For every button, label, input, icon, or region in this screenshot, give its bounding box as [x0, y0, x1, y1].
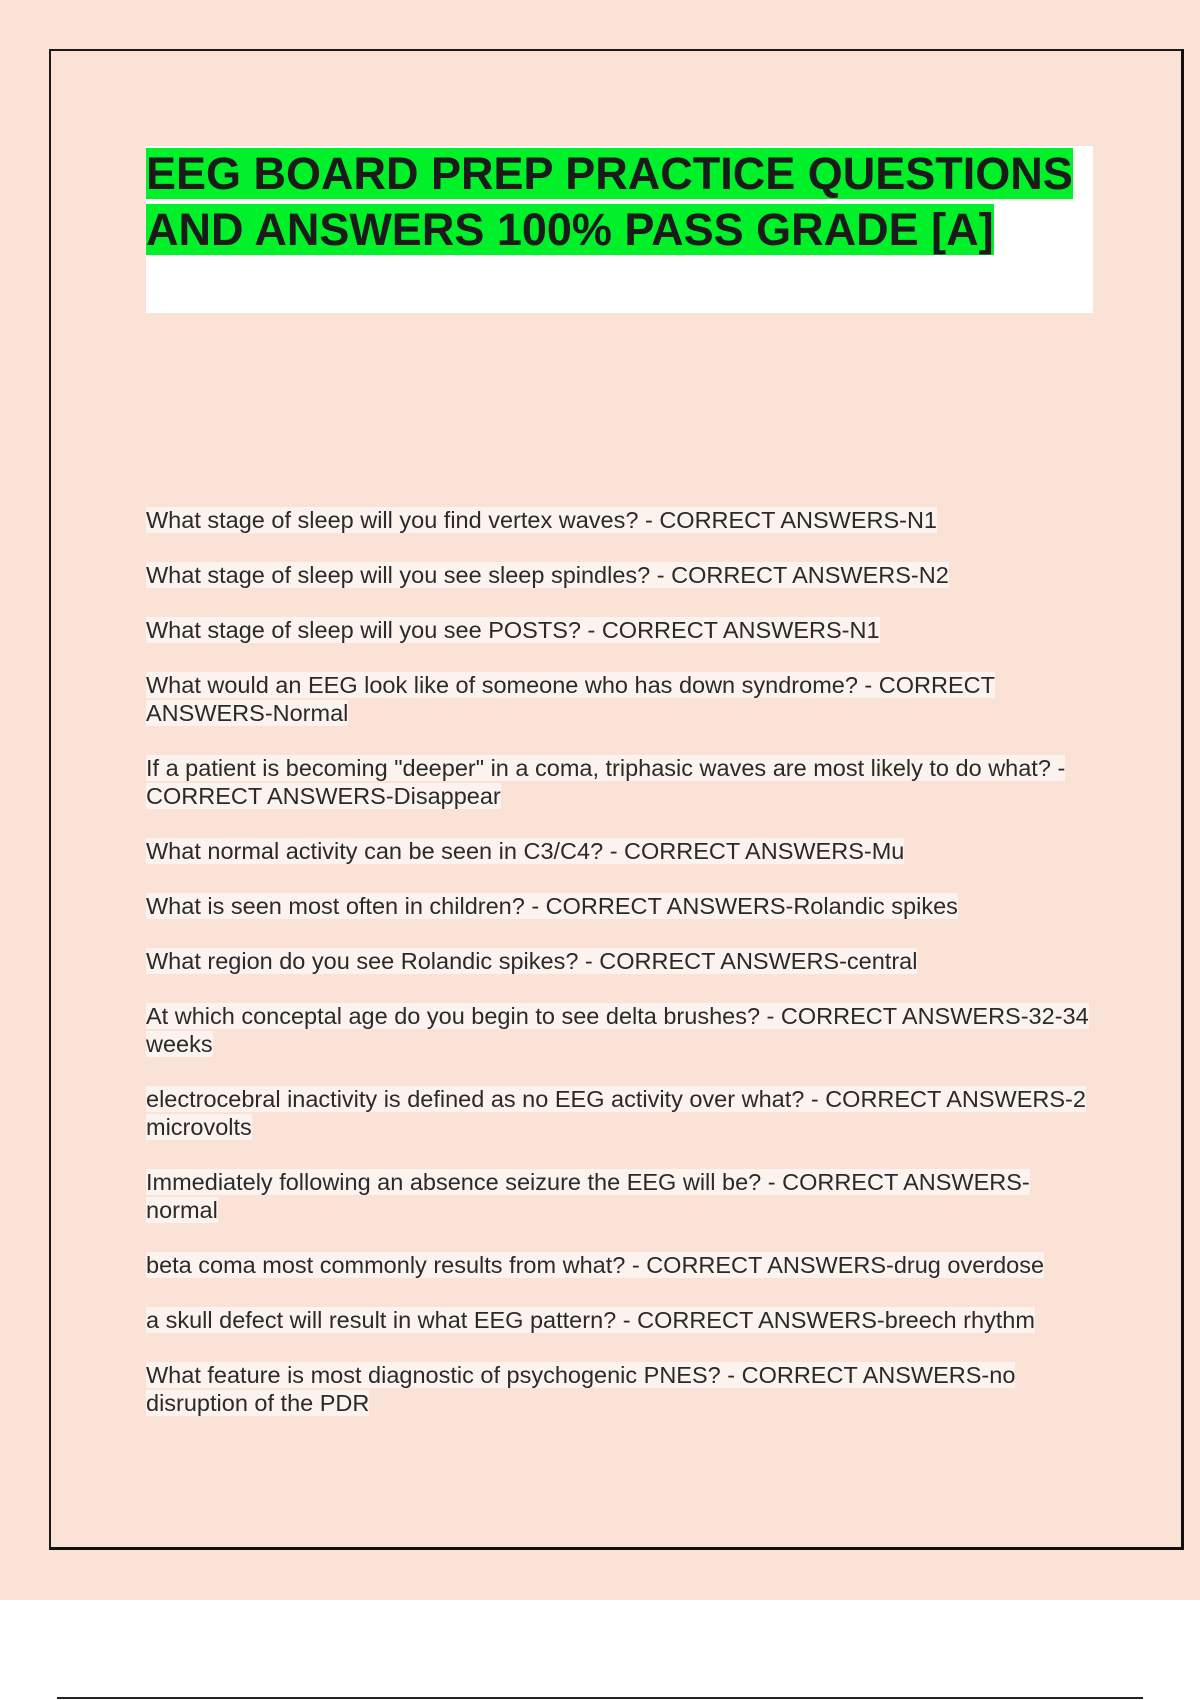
qa-item: [146, 1251, 1096, 1279]
qa-list: [146, 506, 1096, 1444]
qa-text: What stage of sleep will you see POSTS? - CORRECT ANSWERS-N1: [146, 617, 880, 643]
qa-text: What normal activity can be seen in C3/C4? - CORRECT ANSWERS-Mu: [146, 838, 905, 864]
qa-item: [146, 671, 1096, 727]
qa-text: What feature is most diagnostic of psychogenic PNES? - CORRECT ANSWERS-no disruption of the PDR: [146, 1362, 1016, 1416]
qa-text: What stage of sleep will you see sleep spindles? - CORRECT ANSWERS-N2: [146, 562, 949, 588]
qa-item: [146, 754, 1096, 810]
document-title: [146, 146, 1093, 258]
qa-item: [146, 1168, 1096, 1224]
qa-item: [146, 561, 1096, 589]
qa-text: What would an EEG look like of someone who has down syndrome? - CORRECT ANSWERS-Normal: [146, 672, 995, 726]
qa-text: electrocebral inactivity is defined as no EEG activity over what? - CORRECT ANSWERS-2 microvolts: [146, 1086, 1086, 1140]
qa-text: Immediately following an absence seizure the EEG will be? - CORRECT ANSWERS-normal: [146, 1169, 1030, 1223]
qa-text: beta coma most commonly results from what? - CORRECT ANSWERS-drug overdose: [146, 1252, 1045, 1278]
footer-rule: [57, 1697, 1143, 1699]
qa-item: [146, 837, 1096, 865]
qa-text: a skull defect will result in what EEG pattern? - CORRECT ANSWERS-breech rhythm: [146, 1307, 1035, 1333]
qa-item: [146, 616, 1096, 644]
document-title-highlight: EEG BOARD PREP PRACTICE QUESTIONS AND ANSWERS 100% PASS GRADE [A]: [146, 148, 1073, 255]
qa-text: What is seen most often in children? - CORRECT ANSWERS-Rolandic spikes: [146, 893, 958, 919]
qa-item: [146, 1306, 1096, 1334]
qa-item: [146, 1361, 1096, 1417]
qa-text: If a patient is becoming "deeper" in a coma, triphasic waves are most likely to do what? - CORRECT ANSWERS-Disappear: [146, 755, 1066, 809]
qa-text: At which conceptal age do you begin to see delta brushes? - CORRECT ANSWERS-32-34 weeks: [146, 1003, 1089, 1057]
qa-item: [146, 1085, 1096, 1141]
qa-item: [146, 1002, 1096, 1058]
qa-item: [146, 506, 1096, 534]
qa-text: What region do you see Rolandic spikes? - CORRECT ANSWERS-central: [146, 948, 918, 974]
qa-item: [146, 947, 1096, 975]
title-block: [146, 146, 1093, 313]
qa-item: [146, 892, 1096, 920]
qa-text: What stage of sleep will you find vertex waves? - CORRECT ANSWERS-N1: [146, 507, 938, 533]
